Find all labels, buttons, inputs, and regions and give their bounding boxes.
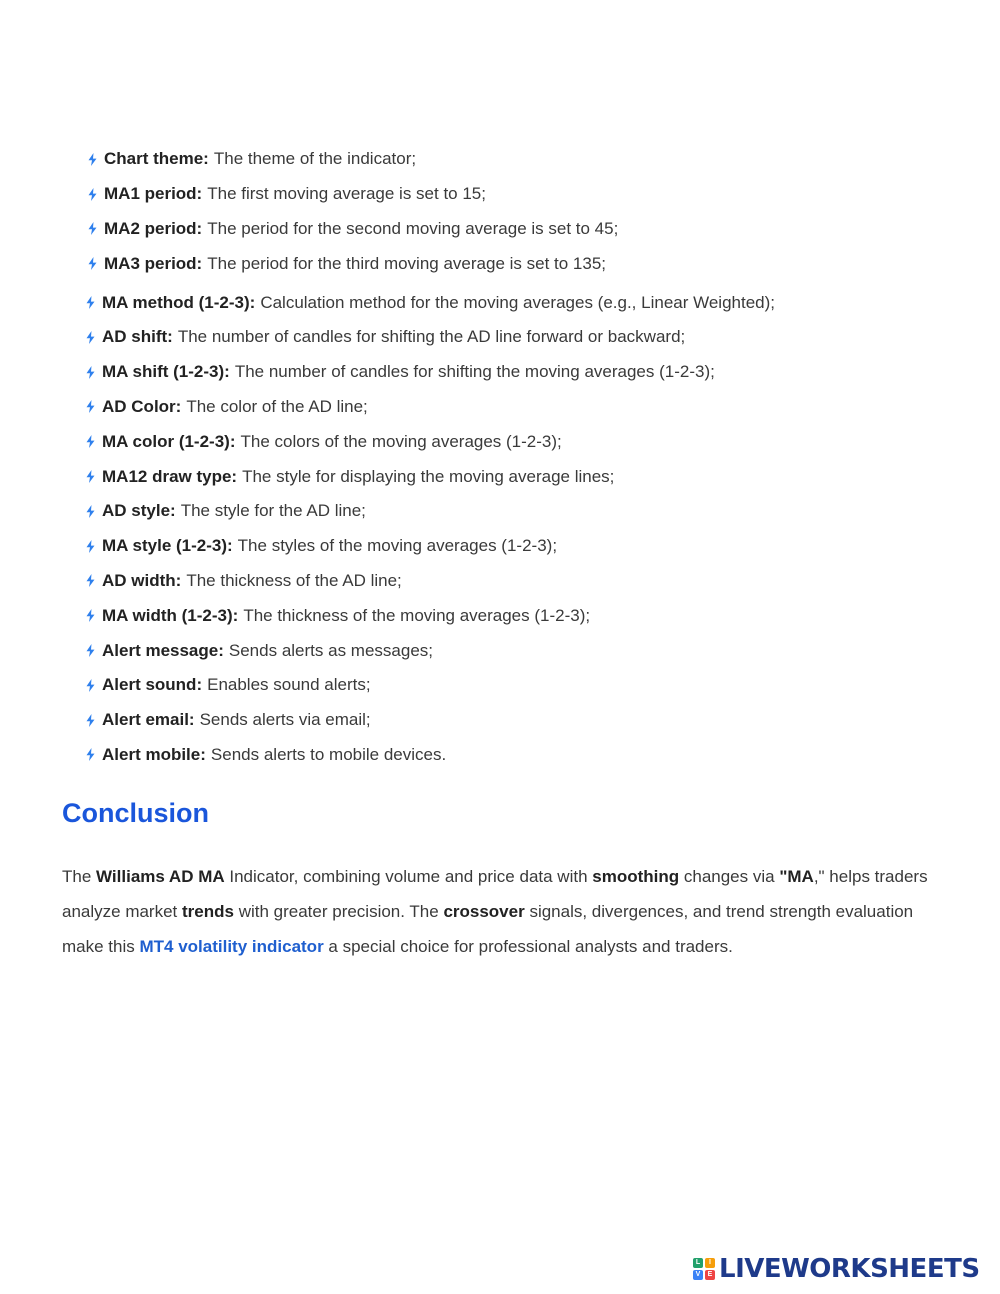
lightning-bolt-icon — [86, 400, 95, 413]
settings-list — [86, 142, 775, 772]
list-item — [86, 212, 775, 247]
setting-term: MA12 draw type: — [102, 466, 238, 486]
lightning-bolt-icon — [88, 188, 97, 201]
bold-term: trends — [182, 901, 234, 921]
logo-mark-cell: E — [705, 1270, 715, 1280]
list-item — [86, 668, 775, 703]
lightning-bolt-icon — [88, 222, 97, 235]
paragraph-text: ," helps traders analyze market — [62, 867, 928, 921]
setting-description: The first moving average is set to 15; — [207, 184, 486, 204]
setting-term: MA3 period: — [104, 253, 203, 273]
setting-term: AD Color: — [102, 396, 182, 416]
setting-term: AD style: — [102, 501, 176, 521]
list-item — [86, 633, 775, 668]
list-item — [86, 459, 775, 494]
setting-description: The style for the AD line; — [180, 501, 366, 521]
setting-description: Sends alerts as messages; — [228, 640, 433, 660]
lightning-bolt-icon — [86, 331, 95, 344]
setting-term: MA2 period: — [104, 218, 203, 238]
lightning-bolt-icon — [86, 505, 95, 518]
setting-description: The style for displaying the moving average lines; — [242, 466, 615, 486]
setting-description: The thickness of the moving averages (1-2-3); — [243, 605, 591, 625]
list-item — [86, 738, 775, 773]
lightning-bolt-icon — [86, 470, 95, 483]
setting-term: MA color (1-2-3): — [102, 431, 236, 451]
paragraph-text: The — [62, 867, 97, 886]
setting-term: MA shift (1-2-3): — [102, 362, 230, 382]
list-item — [86, 390, 775, 425]
list-item — [86, 494, 775, 529]
setting-term: MA width (1-2-3): — [102, 605, 239, 625]
paragraph-text: signals, divergences, and trend strength evaluation make this — [62, 901, 914, 956]
setting-description: Calculation method for the moving averages (e.g., Linear Weighted); — [260, 292, 776, 312]
setting-description: The period for the third moving average is set to 135; — [207, 253, 607, 273]
setting-term: MA method (1-2-3): — [102, 292, 256, 312]
setting-description: Sends alerts to mobile devices. — [210, 744, 447, 764]
setting-description: The theme of the indicator; — [213, 149, 417, 169]
logo-mark-cell: L — [693, 1258, 703, 1268]
logo-text: LIVEWORKSHEETS — [719, 1254, 980, 1284]
setting-term: AD shift: — [102, 327, 173, 347]
setting-term: AD width: — [102, 570, 182, 590]
liveworksheets-logo[interactable] — [693, 1253, 980, 1285]
list-item — [86, 564, 775, 599]
setting-description: The styles of the moving averages (1-2-3); — [237, 536, 558, 556]
setting-term: MA style (1-2-3): — [102, 536, 233, 556]
setting-description: Enables sound alerts; — [207, 675, 371, 695]
list-item — [86, 285, 775, 320]
paragraph-text: changes via — [679, 867, 780, 886]
list-item — [86, 529, 775, 564]
list-item — [86, 142, 775, 177]
list-item — [86, 177, 775, 212]
lightning-bolt-icon — [86, 540, 95, 553]
bold-term: "MA — [779, 867, 814, 886]
lightning-bolt-icon — [88, 257, 97, 270]
bold-term: smoothing — [592, 867, 680, 886]
paragraph-text: with greater precision. The — [233, 901, 444, 921]
conclusion-heading: Conclusion — [62, 798, 209, 828]
lightning-bolt-icon — [86, 714, 95, 727]
logo-mark-cell: I — [705, 1258, 715, 1268]
setting-term: Chart theme: — [104, 149, 209, 169]
conclusion-paragraph — [62, 860, 952, 964]
lightning-bolt-icon — [86, 748, 95, 761]
setting-description: The color of the AD line; — [186, 396, 368, 416]
setting-description: The number of candles for shifting the AD line forward or backward; — [177, 327, 686, 347]
list-item — [86, 703, 775, 738]
lightning-bolt-icon — [86, 366, 95, 379]
lightning-bolt-icon — [86, 574, 95, 587]
lightning-bolt-icon — [86, 435, 95, 448]
setting-term: Alert mobile: — [102, 744, 206, 764]
bold-term: crossover — [443, 901, 525, 921]
setting-term: Alert email: — [102, 710, 195, 730]
setting-description: The thickness of the AD line; — [186, 570, 402, 590]
lightning-bolt-icon — [86, 644, 95, 657]
lightning-bolt-icon — [86, 609, 95, 622]
paragraph-text: a special choice for professional analysts and traders. — [323, 936, 733, 956]
paragraph-text: Indicator, combining volume and price data with — [224, 867, 593, 886]
lightning-bolt-icon — [86, 296, 95, 309]
logo-mark-cell: V — [693, 1270, 703, 1280]
setting-term: Alert message: — [102, 640, 224, 660]
mt4-volatility-indicator-link[interactable]: MT4 volatility indicator — [139, 936, 324, 956]
list-item — [86, 246, 775, 281]
setting-description: The colors of the moving averages (1-2-3); — [240, 431, 562, 451]
list-item — [86, 424, 775, 459]
lightning-bolt-icon — [86, 679, 95, 692]
bold-term: Williams AD MA — [96, 867, 225, 886]
logo-mark-icon — [693, 1258, 715, 1280]
setting-description: Sends alerts via email; — [199, 710, 371, 730]
setting-description: The number of candles for shifting the moving averages (1-2-3); — [234, 362, 715, 382]
setting-term: Alert sound: — [102, 675, 203, 695]
list-item — [86, 598, 775, 633]
list-item — [86, 355, 775, 390]
setting-term: MA1 period: — [104, 184, 203, 204]
lightning-bolt-icon — [88, 153, 97, 166]
setting-description: The period for the second moving average is set to 45; — [207, 218, 619, 238]
list-item — [86, 320, 775, 355]
